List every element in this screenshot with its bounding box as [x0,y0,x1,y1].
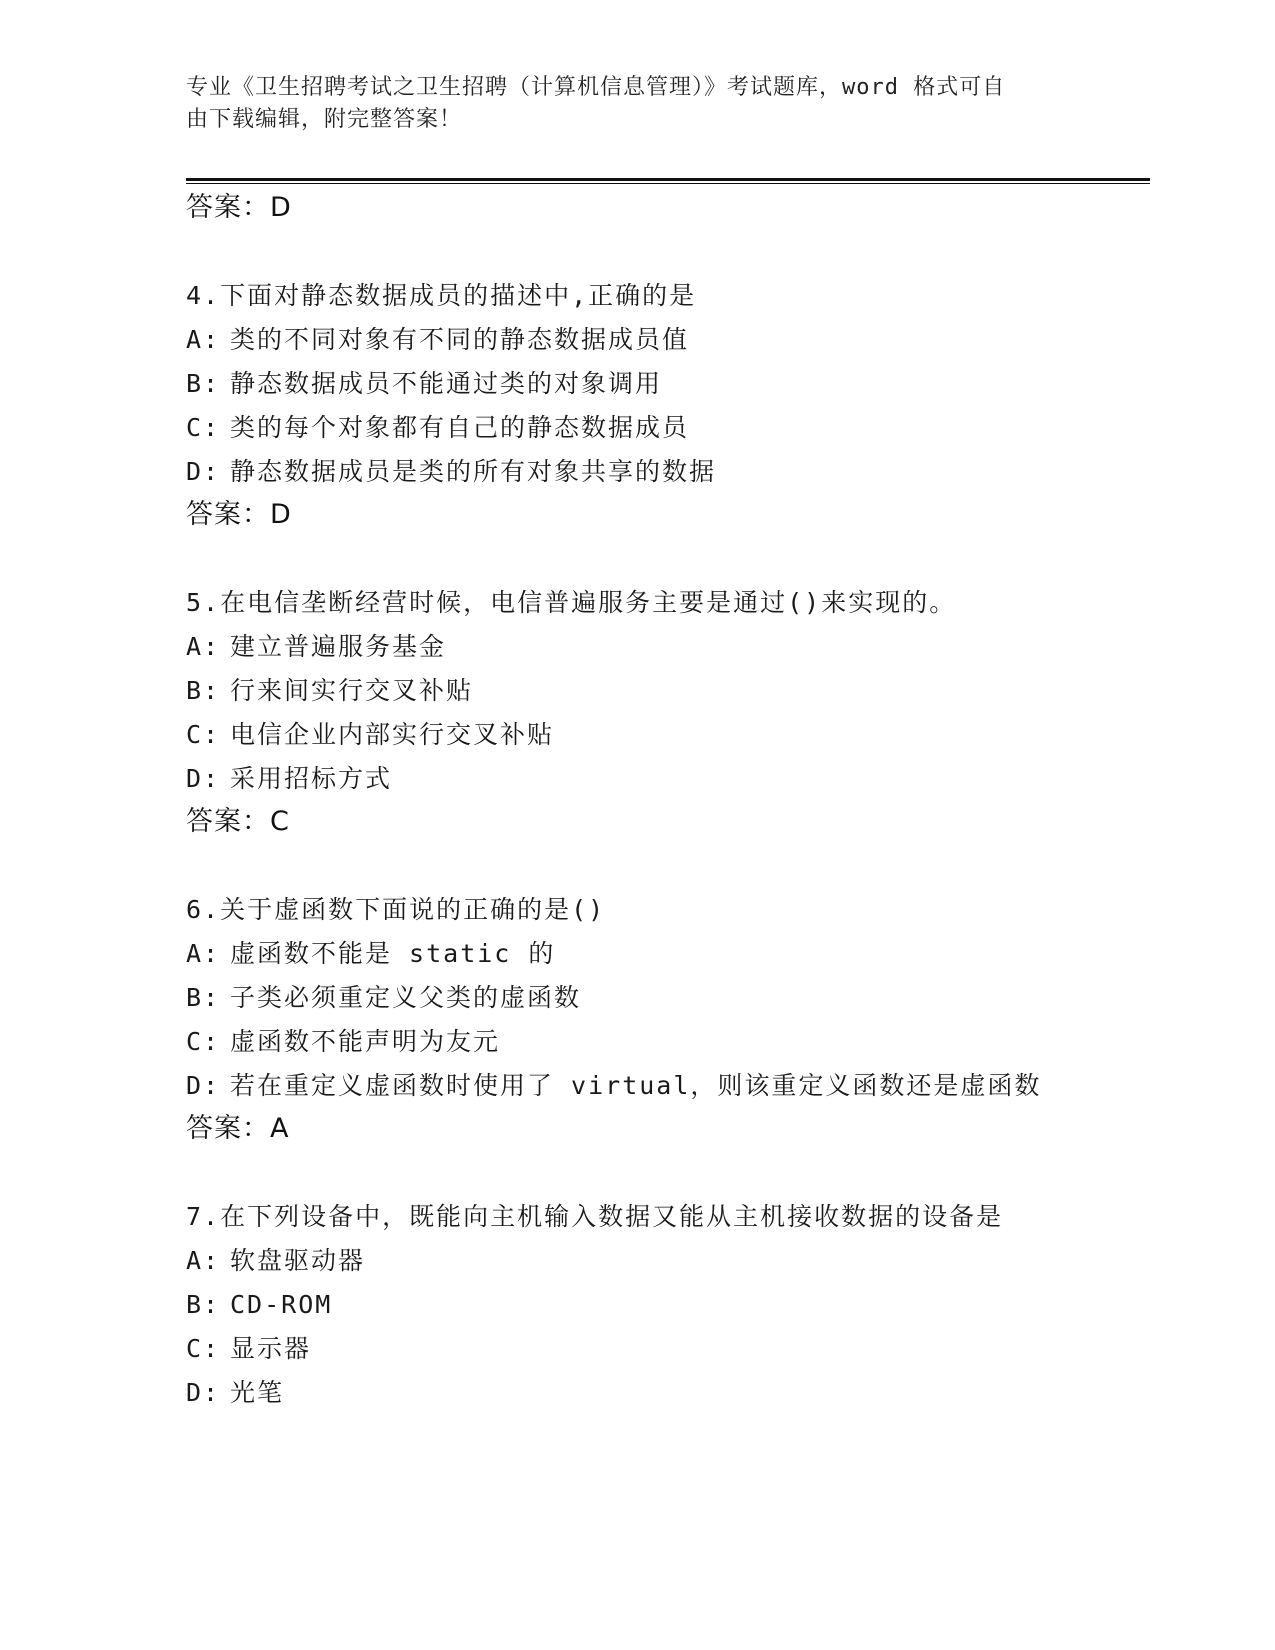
option-text: 静态数据成员不能通过类的对象调用 [230,369,663,398]
question-4-option-d [186,457,716,487]
option-text: 建立普遍服务基金 [230,632,447,661]
option-text: 子类必须重定义父类的虚函数 [230,983,582,1012]
question-5-option-b [186,676,473,706]
question-6-option-d [186,1071,1041,1101]
option-text: 显示器 [230,1334,312,1363]
header-line-2: 由下载编辑，附完整答案！ [186,107,463,132]
question-4-stem: 4.下面对静态数据成员的描述中,正确的是 [186,281,697,310]
option-label: C: [186,413,221,442]
option-text: 类的不同对象有不同的静态数据成员值 [230,325,690,354]
option-text: 类的每个对象都有自己的静态数据成员 [230,413,690,442]
question-5-stem: 5.在电信垄断经营时候，电信普遍服务主要是通过()来实现的。 [186,588,957,617]
option-label: D: [186,1071,221,1100]
option-label: B: [186,1290,221,1319]
question-6-option-a [186,939,555,969]
question-7-option-c [186,1334,311,1364]
option-text: 电信企业内部实行交叉补贴 [230,720,555,749]
option-label: A: [186,325,221,354]
option-text: 静态数据成员是类的所有对象共享的数据 [230,457,717,486]
option-text: 采用招标方式 [230,764,393,793]
question-5-answer: 答案：C [186,806,290,837]
option-label: D: [186,457,221,486]
previous-answer: 答案：D [186,192,292,223]
question-5-option-a [186,632,446,662]
option-label: A: [186,1246,221,1275]
option-text: 若在重定义虚函数时使用了 virtual，则该重定义函数还是虚函数 [230,1071,1042,1100]
document-header [186,72,1066,136]
option-label: B: [186,983,221,1012]
question-7-option-b [186,1290,332,1320]
question-4-option-c [186,413,689,443]
question-6-option-b [186,983,581,1013]
option-label: C: [186,720,221,749]
option-label: C: [186,1027,221,1056]
option-label: C: [186,1334,221,1363]
option-label: A: [186,939,221,968]
question-5-option-d [186,764,392,794]
question-6-answer: 答案：A [186,1113,290,1144]
question-7-option-d [186,1378,284,1408]
header-divider-thick [186,178,1150,181]
option-label: D: [186,764,221,793]
question-6-option-c [186,1027,500,1057]
option-text: 虚函数不能是 static 的 [230,939,556,968]
option-text: 软盘驱动器 [230,1246,366,1275]
option-label: B: [186,676,221,705]
question-4-answer: 答案：D [186,499,292,530]
header-divider-thin [186,183,1150,184]
option-text: 光笔 [230,1378,285,1407]
option-text: 行来间实行交叉补贴 [230,676,474,705]
question-4-option-a [186,325,689,355]
header-line-1: 专业《卫生招聘考试之卫生招聘（计算机信息管理）》考试题库，word 格式可自 [186,75,1006,100]
question-7-stem: 7.在下列设备中，既能向主机输入数据又能从主机接收数据的设备是 [186,1202,1004,1231]
option-label: D: [186,1378,221,1407]
option-text: 虚函数不能声明为友元 [230,1027,501,1056]
question-4-option-b [186,369,662,399]
option-label: A: [186,632,221,661]
option-label: B: [186,369,221,398]
question-7-option-a [186,1246,365,1276]
question-5-option-c [186,720,554,750]
option-text: CD-ROM [230,1290,333,1319]
question-6-stem: 6.关于虚函数下面说的正确的是() [186,895,606,924]
